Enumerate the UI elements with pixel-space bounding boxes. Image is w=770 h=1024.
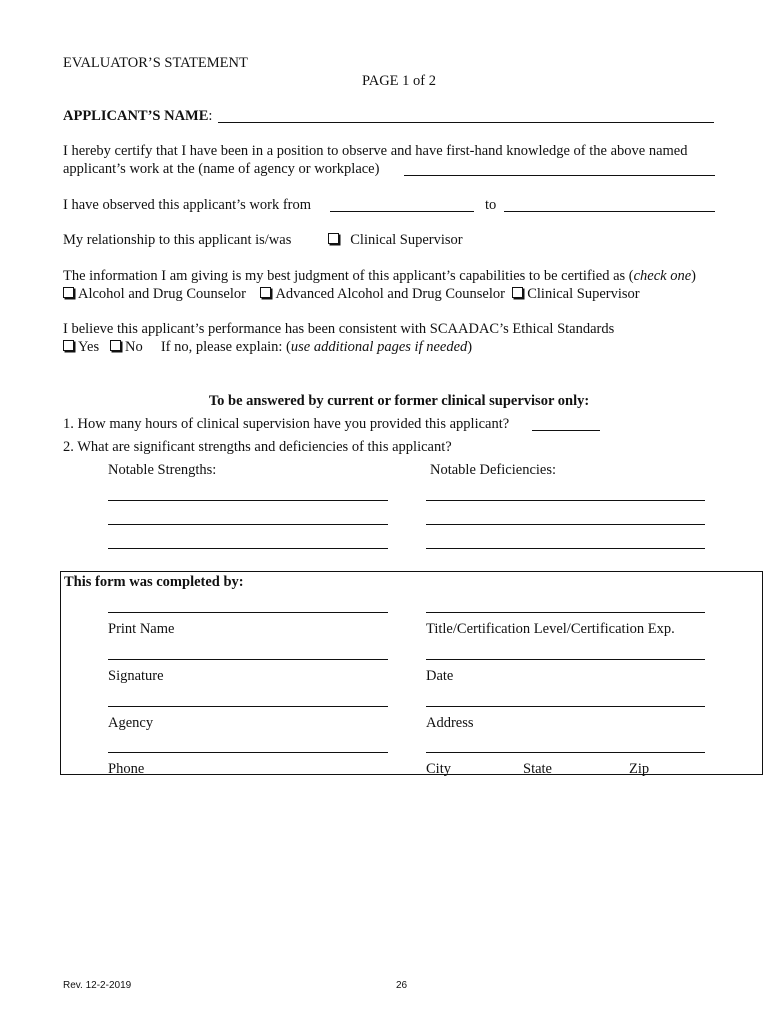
ethics-no-option[interactable] bbox=[110, 339, 143, 355]
deficiency-field-1[interactable] bbox=[426, 500, 705, 501]
relationship-option-clinical-supervisor[interactable] bbox=[328, 231, 463, 249]
option-label: Clinical Supervisor bbox=[527, 286, 640, 302]
ethics-explain: If no, please explain: ( bbox=[160, 339, 291, 355]
deficiency-field-3[interactable] bbox=[426, 548, 705, 549]
address-label: Address bbox=[426, 715, 474, 731]
strength-field-1[interactable] bbox=[108, 500, 388, 501]
checkbox-icon[interactable] bbox=[328, 233, 339, 244]
capabilities-close: ) bbox=[691, 268, 697, 284]
observed-to-label: to bbox=[485, 197, 497, 213]
notable-deficiencies-label: Notable Deficiencies: bbox=[430, 462, 557, 478]
option-label: Advanced Alcohol and Drug Counselor bbox=[275, 286, 505, 302]
relationship-option-label: Clinical Supervisor bbox=[350, 232, 463, 248]
relationship-label: My relationship to this applicant is/was bbox=[63, 232, 292, 248]
page-indicator: PAGE 1 of 2 bbox=[362, 73, 436, 89]
certify-text-line1: I hereby certify that I have been in a position to observe and have first-hand knowledge of the above named bbox=[63, 143, 688, 159]
print-name-field[interactable] bbox=[108, 612, 388, 613]
print-name-label: Print Name bbox=[108, 621, 175, 637]
ethics-explain-close: ) bbox=[467, 339, 473, 355]
ethics-explain-italic: use additional pages if needed bbox=[290, 339, 468, 355]
ethics-no-label: No bbox=[124, 339, 143, 355]
option-advanced-alcohol-drug-counselor[interactable] bbox=[260, 286, 505, 302]
zip-label: Zip bbox=[629, 761, 650, 777]
strength-field-2[interactable] bbox=[108, 524, 388, 525]
state-label: State bbox=[523, 761, 552, 777]
checkbox-icon[interactable] bbox=[63, 287, 74, 298]
certification-options bbox=[63, 285, 640, 303]
observed-to-field[interactable] bbox=[504, 211, 715, 212]
applicant-name-field[interactable] bbox=[218, 122, 714, 123]
agency-label: Agency bbox=[108, 715, 154, 731]
address-field[interactable] bbox=[426, 706, 705, 707]
checkbox-icon[interactable] bbox=[512, 287, 523, 298]
certify-text-line2: applicant’s work at the (name of agency or workplace) bbox=[63, 161, 380, 177]
agency-workplace-field[interactable] bbox=[404, 175, 715, 176]
deficiency-field-2[interactable] bbox=[426, 524, 705, 525]
option-alcohol-drug-counselor[interactable] bbox=[63, 286, 246, 302]
supervision-hours-question: 1. How many hours of clinical supervision have you provided this applicant? bbox=[63, 416, 510, 432]
capabilities-check-one: check one bbox=[633, 268, 692, 284]
ethics-options bbox=[63, 338, 472, 356]
observed-from-field[interactable] bbox=[330, 211, 474, 212]
completed-by-heading: This form was completed by: bbox=[64, 574, 244, 590]
applicant-name-label: APPLICANT’S NAME bbox=[63, 108, 209, 124]
checkbox-icon[interactable] bbox=[63, 340, 74, 351]
ethics-yes-option[interactable] bbox=[63, 339, 99, 355]
supervisor-heading: To be answered by current or former clinical supervisor only: bbox=[208, 393, 590, 409]
ethics-text: I believe this applicant’s performance has been consistent with SCAADAC’s Ethical Standards bbox=[63, 321, 615, 337]
signature-field[interactable] bbox=[108, 659, 388, 660]
title-cert-field[interactable] bbox=[426, 612, 705, 613]
agency-field[interactable] bbox=[108, 706, 388, 707]
ethics-yes-label: Yes bbox=[78, 339, 100, 355]
supervision-hours-field[interactable] bbox=[532, 430, 600, 431]
page-number: 26 bbox=[396, 980, 408, 991]
applicant-name-colon: : bbox=[208, 108, 213, 124]
title-cert-label: Title/Certification Level/Certification Exp. bbox=[426, 621, 675, 637]
capabilities-text bbox=[63, 267, 696, 285]
city-label: City bbox=[426, 761, 451, 777]
revision-date: Rev. 12-2-2019 bbox=[63, 980, 132, 991]
capabilities-text-main: The information I am giving is my best judgment of this applicant’s capabilities to be certified as ( bbox=[63, 268, 634, 284]
date-label: Date bbox=[426, 668, 454, 684]
signature-label: Signature bbox=[108, 668, 164, 684]
phone-label: Phone bbox=[108, 761, 145, 777]
strength-field-3[interactable] bbox=[108, 548, 388, 549]
city-state-zip-field[interactable] bbox=[426, 752, 705, 753]
phone-field[interactable] bbox=[108, 752, 388, 753]
date-field[interactable] bbox=[426, 659, 705, 660]
document-title: EVALUATOR’S STATEMENT bbox=[63, 55, 248, 71]
completed-by-box bbox=[60, 571, 763, 775]
observed-label: I have observed this applicant’s work from bbox=[63, 197, 312, 213]
option-clinical-supervisor[interactable] bbox=[512, 286, 639, 302]
applicant-name-row bbox=[63, 107, 212, 125]
checkbox-icon[interactable] bbox=[110, 340, 121, 351]
notable-strengths-label: Notable Strengths: bbox=[108, 462, 217, 478]
option-label: Alcohol and Drug Counselor bbox=[78, 286, 246, 302]
checkbox-icon[interactable] bbox=[260, 287, 271, 298]
strengths-deficiencies-question: 2. What are significant strengths and deficiencies of this applicant? bbox=[63, 439, 452, 455]
